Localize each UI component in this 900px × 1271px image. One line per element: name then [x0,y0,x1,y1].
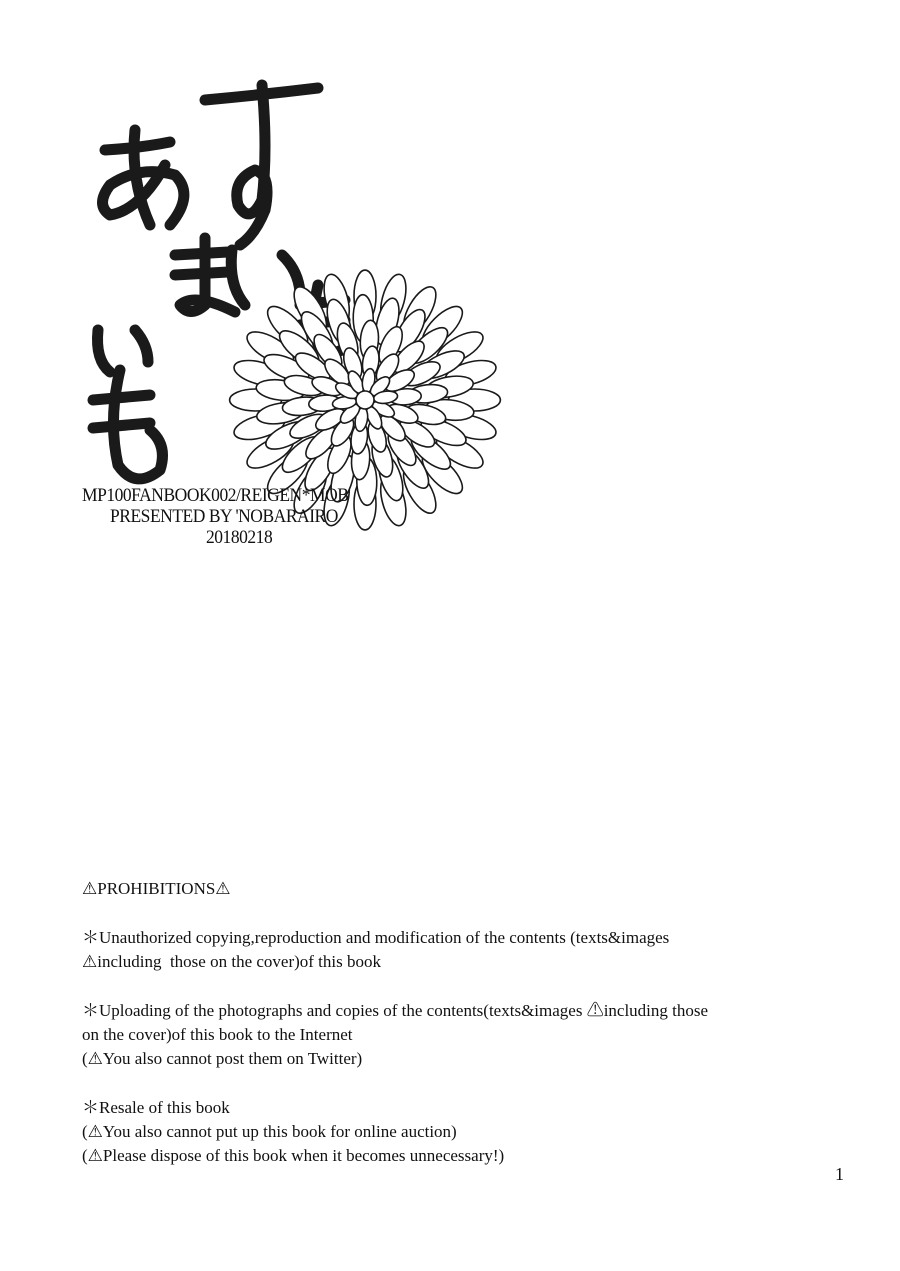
prohibition-line: (⚠You also cannot post them on Twitter) [82,1049,363,1068]
prohibition-line: (⚠You also cannot put up this book for online auction) [82,1122,457,1141]
credit-line-3: 20180218 [206,527,273,548]
credit-line-1: MP100FANBOOK002/REIGEN*MOB [82,485,349,506]
page-number: 1 [835,1164,844,1184]
prohibitions-heading: ⚠PROHIBITIONS⚠ [82,879,231,898]
prohibition-line: ＊Uploading of the photographs and copies of the contents(texts&images ⚠including those [82,1001,709,1020]
prohibitions-notice [82,877,708,1168]
flower-center [356,391,374,409]
prohibition-line: ＊Resale of this book [82,1098,230,1117]
prohibition-line: (⚠Please dispose of this book when it becomes unnecessary!) [82,1146,505,1165]
credit-line-2: PRESENTED BY 'NOBARAIRO [110,506,338,527]
prohibition-line: ⚠including those on the cover)of this book [82,952,381,971]
prohibition-line: ＊Unauthorized copying,reproduction and modification of the contents (texts&images [82,928,670,947]
prohibition-line: on the cover)of this book to the Internet [82,1025,353,1044]
